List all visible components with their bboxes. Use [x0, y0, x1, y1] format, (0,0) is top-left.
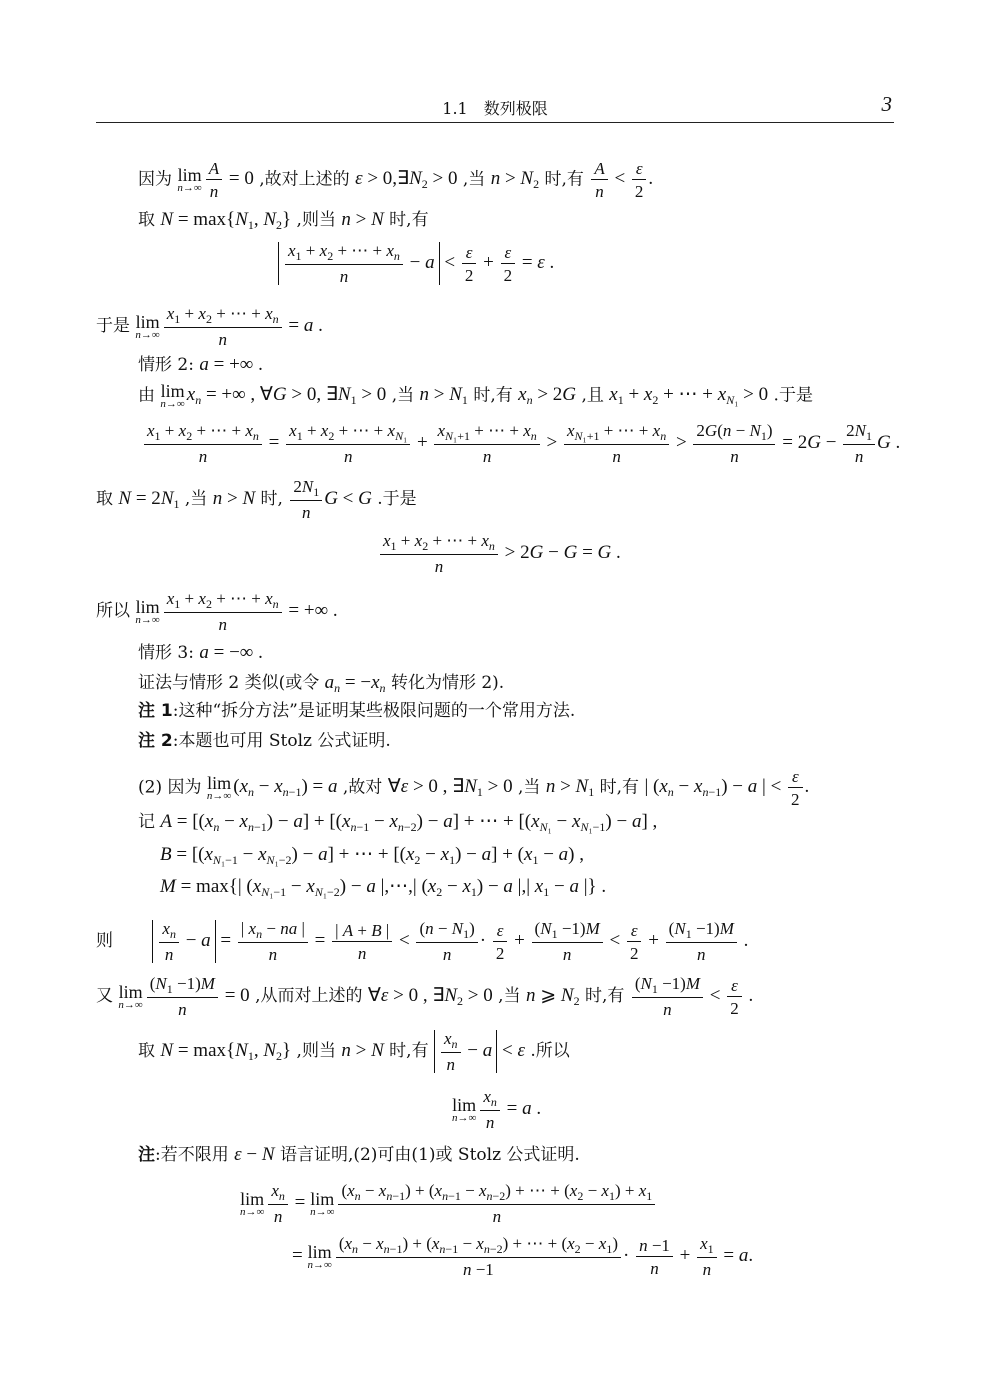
line-6: 由 lim n→∞ $x_n$ = +∞ , ∀G > 0, $\exists N_1 > 0$ ,当 $n > N_1$ 时,有 $x_n > 2G$ ,且 $x_1 + x_2$ + ⋯ + $x_{N_1} > 0$ .于是: [138, 381, 813, 410]
note-2: 注 2:本题也可用 Stolz 公式证明.: [138, 731, 391, 751]
note-1: 注 1:这种“拆分方法”是证明某些极限问题的一个常用方法.: [138, 701, 576, 721]
note-3: 注:若不限用 ε − N 语言证明,(2)可由(1)或 Stolz 公式证明.: [138, 1144, 580, 1165]
page-header: [96, 92, 894, 123]
line-22: lim n→∞ $\frac{x_n}{n}$ = a .: [452, 1087, 542, 1132]
line-25: = lim n→∞ $\frac{(x_n - x_{n-1}) + (x_{n-1} - x_{n-2}) + \cdots + (x_2 - x_1)}{n -1}$ · $\frac{n -1}{n}$ + $\frac{x_1}{n}$ = a.: [292, 1234, 754, 1279]
line-3: $\frac{x_1 + x_2 + \cdots + x_n}{n}$ − a < $\frac{\varepsilon}{2}$ + $\frac{\varepsilon}{2}$ = ε .: [278, 242, 554, 285]
line-19: 则 $\frac{x_n}{n}$ − a = $\frac{| x_n - na |}{n}$ = $\frac{| A + B |}{n}$ < $\frac{(n - N_1)}{n}$ · $\frac{\varepsilon}{2}$ + $\frac{(N_1 -1)M}{n}$ < $\frac{\varepsilon}{2}$ + $\frac{(N_1 -1)M}{n}$ .: [96, 919, 749, 964]
line-15: (2) 因为 lim n→∞ $(x_n - x_{n-1}) = a$ ,故对 ∀ε > 0 , $\exists N_1 > 0$ ,当 $n > N_1$ 时,有 | $(x_n - x_{n-1}) - a$ | < $\frac{\varepsilon}{2}$ .: [138, 767, 810, 809]
line-5: 情形 2: a = +∞ .: [138, 354, 263, 375]
line-11: 情形 3: a = −∞ .: [138, 642, 263, 663]
line-2: 取 $N = \max\{N_1$, $N_2$} ,则当 n > N 时,有: [138, 209, 429, 232]
line-16: 记 $A = [(x_n - x_{n-1}) - a] + [(x_{n-1} - x_{n-2}) - a]$ + ⋯ + $[(x_{N_1} - x_{N_1-1}) - a]$ ,: [138, 811, 658, 834]
line-9: $\frac{x_1 + x_2 + \cdots + x_n}{n}$ > 2G − G = G .: [378, 532, 621, 575]
running-title: 1.1 数列极限: [442, 99, 548, 118]
line-18: M = max{| $(x_{N_1-1} - x_{N_1-2}) - a$ |,⋯,| $(x_2 - x_1) - a$ |,| $x_1 - a$ |} .: [160, 876, 607, 899]
line-4: 于是 lim n→∞ $\frac{x_1 + x_2 + \cdots + x_n}{n}$ = a .: [96, 304, 323, 349]
line-20: 又 lim n→∞ $\frac{(N_1 -1)M}{n}$ = 0 ,从而对上述的 ∀ε > 0 , $\exists N_2 > 0$ ,当 n ⩾ $N_2$ 时,有 $\frac{(N_1 -1)M}{n}$ < $\frac{\varepsilon}{2}$ .: [96, 974, 754, 1019]
page-number: 3: [881, 92, 892, 116]
line-1: 因为 lim n→∞ $\frac{A}{n}$ = 0 ,故对上述的 $\varepsilon > 0,\exists N_2 > 0$ ,当 $n > N_2$ 时,有 $\frac{A}{n}$ < $\frac{\varepsilon}{2}$ .: [138, 159, 654, 201]
line-8: 取 $N = 2N_1$ ,当 n > N 时, $\frac{2N_1}{n}$ G < G .于是: [96, 477, 417, 522]
line-12: 证法与情形 2 类似(或令 $a_n = -x_n$ 转化为情形 2).: [138, 672, 505, 695]
line-21: 取 $N = \max\{N_1$, $N_2$} ,则当 n > N 时,有 $\frac{x_n}{n}$ − a < ε .所以: [138, 1029, 570, 1074]
line-7: $\frac{x_1 + x_2 + \cdots + x_n}{n}$ = $\frac{x_1 + x_2 + \cdots + x_{N_1}}{n}$ + $\frac{x_{N_1+1} + \cdots + x_n}{n}$ > $\frac{x_{N_1+1} + \cdots + x_n}{n}$ > $\frac{2G(n - N_1)}{n}$ = 2G − $\frac{2N_1}{n}$ G .: [142, 422, 900, 465]
line-10: 所以 lim n→∞ $\frac{x_1 + x_2 + \cdots + x_n}{n}$ = +∞ .: [96, 589, 338, 634]
line-24: lim n→∞ $\frac{x_n}{n}$ = lim n→∞ $\frac{(x_n - x_{n-1}) + (x_{n-1} - x_{n-2}) + \cdots + (x_2 - x_1) + x_1}{n}$: [240, 1182, 657, 1225]
line-17: $B = [(x_{N_1-1} - x_{N_1-2}) - a]$ + ⋯ + $[(x_2 - x_1) - a] + (x_1 - a)$ ,: [160, 844, 584, 867]
